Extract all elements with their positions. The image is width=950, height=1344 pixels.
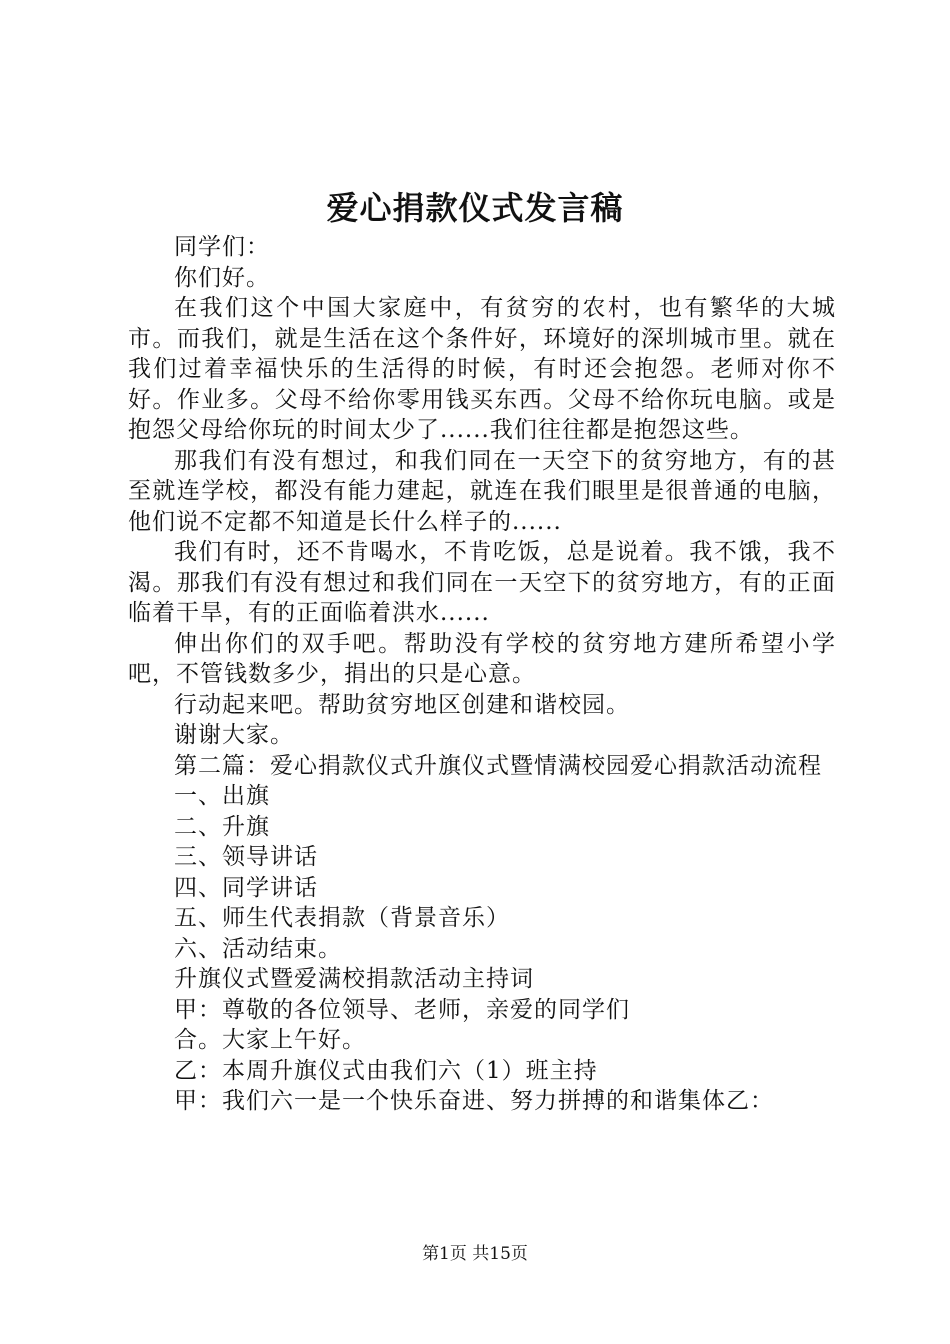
paragraph: 升旗仪式暨爱满校捐款活动主持词 (174, 966, 534, 992)
document-body (128, 232, 836, 1117)
paragraph: 乙：本周升旗仪式由我们六（1）班主持 (174, 1057, 598, 1084)
paragraph: 那我们有没有想过，和我们同在一天空下的贫穷地方，有的甚至就连学校，都没有能力建起，就连在我们眼里是很普通的电脑，他们说不定都不知道是长什么样子的...... (128, 447, 836, 535)
paragraph: 行动起来吧。帮助贫穷地区创建和谐校园。 (174, 691, 630, 718)
list-item: 二、升旗 (174, 813, 270, 840)
paragraph: 在我们这个中国大家庭中，有贫穷的农村，也有繁华的大城市。而我们，就是生活在这个条件好，环境好的深圳城市里。就在我们过着幸福快乐的生活得的时候，有时还会抱怨。老师对你不好。作业多。父母不给你零用钱买东西。父母不给你玩电脑。或是抱怨父母给你玩的时间太少了......我们往往都是抱怨这些。 (128, 295, 836, 443)
page-footer: 第1页 共15页 (422, 1244, 528, 1264)
paragraph: 你们好。 (174, 264, 270, 291)
list-item: 五、师生代表捐款（背景音乐） (174, 905, 510, 931)
paragraph: 甲：我们六一是一个快乐奋进、努力拼搏的和谐集体乙： (174, 1088, 774, 1114)
list-item: 三、领导讲话 (174, 844, 318, 870)
paragraph: 甲：尊敬的各位领导、老师，亲爱的同学们 (174, 996, 630, 1023)
list-item: 四、同学讲话 (174, 874, 318, 901)
paragraph: 同学们： (174, 234, 270, 260)
paragraph: 伸出你们的双手吧。帮助没有学校的贫穷地方建所希望小学吧，不管钱数多少，捐出的只是心意。 (128, 630, 836, 687)
paragraph: 谢谢大家。 (174, 722, 294, 748)
paragraph: 合。大家上午好。 (174, 1027, 366, 1053)
list-item: 一、出旗 (174, 783, 270, 809)
paragraph: 第二篇：爱心捐款仪式升旗仪式暨情满校园爱心捐款活动流程 (174, 752, 822, 779)
paragraph: 我们有时，还不肯喝水，不肯吃饭，总是说着。我不饿，我不渴。那我们有没有想过和我们同在一天空下的贫穷地方，有的正面临着干旱，有的正面临着洪水...... (128, 539, 836, 626)
list-item: 六、活动结束。 (174, 935, 342, 962)
document-title: 爱心捐款仪式发言稿 (326, 189, 624, 227)
